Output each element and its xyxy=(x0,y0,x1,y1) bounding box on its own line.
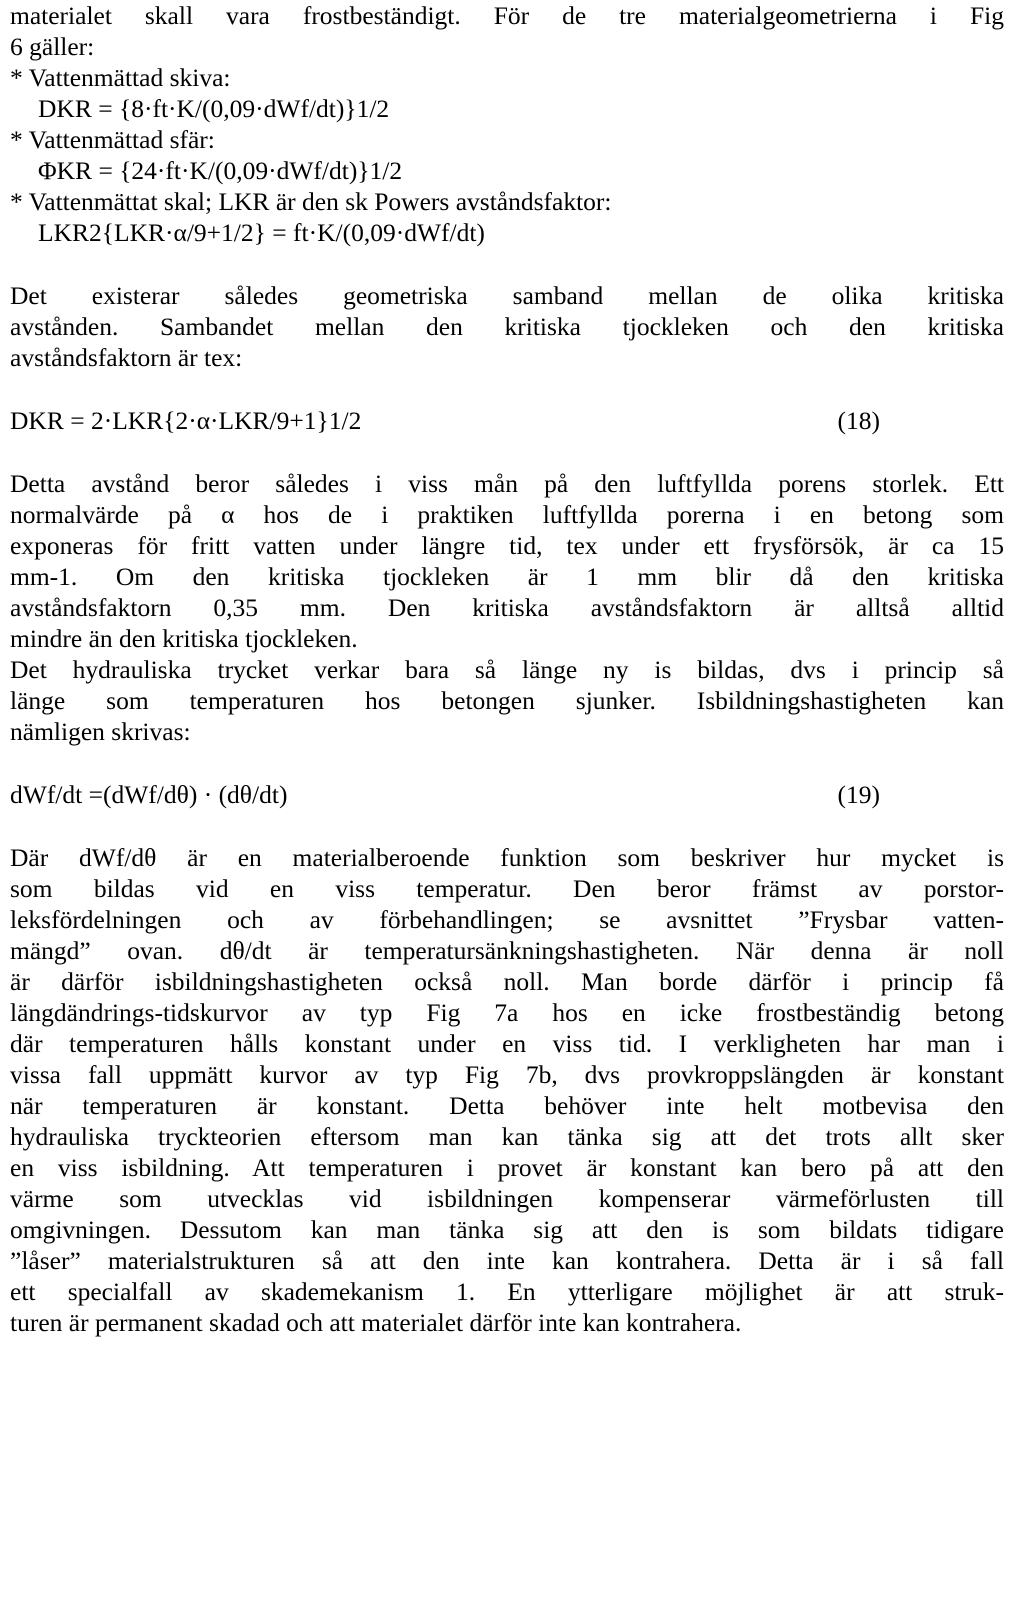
text-line: länge som temperaturen hos betongen sjunker. Isbildningshastigheten kan xyxy=(10,686,1004,715)
text-line: mm-1. Om den kritiska tjockleken är 1 mm blir då den kritiska xyxy=(10,562,1004,591)
text-line: exponeras för fritt vatten under längre tid, tex under ett frysförsök, är ca 15 xyxy=(10,531,1004,560)
formula-shell: LKR2{LKR·α/9+1/2} = ft·K/(0,09·dWf/dt) xyxy=(38,218,485,247)
bullet-sphere: * Vattenmättad sfär: xyxy=(10,125,215,154)
text-line: normalvärde på α hos de i praktiken luftfyllda porerna i en betong som xyxy=(10,500,1004,529)
paragraph-dar xyxy=(10,842,1004,1338)
text-line: 6 gäller: xyxy=(10,32,95,61)
text-line: en viss isbildning. Att temperaturen i provet är konstant kan bero på att den xyxy=(10,1153,1004,1182)
paragraph-detta xyxy=(10,468,1004,747)
text-line: nämligen skrivas: xyxy=(10,717,191,746)
paragraph-geometric xyxy=(10,280,1004,373)
equation-19-number: (19) xyxy=(837,780,880,809)
intro-block xyxy=(10,0,1004,248)
equation-19-formula: dWf/dt =(dWf/dθ) · (dθ/dt) xyxy=(10,780,288,809)
text-line: Det existerar således geometriska samband mellan de olika kritiska xyxy=(10,281,1004,310)
text-line: turen är permanent skadad och att materialet därför inte kan kontrahera. xyxy=(10,1308,742,1337)
text-line: där temperaturen hålls konstant under en viss tid. I verkligheten har man i xyxy=(10,1029,1004,1058)
text-line: när temperaturen är konstant. Detta behöver inte helt motbevisa den xyxy=(10,1091,1004,1120)
text-line: längdändrings-tidskurvor av typ Fig 7a hos en icke frostbeständig betong xyxy=(10,998,1004,1027)
equation-18-formula: DKR = 2·LKR{2·α·LKR/9+1}1/2 xyxy=(10,406,362,435)
equation-18 xyxy=(10,405,880,436)
text-line: avståndsfaktorn är tex: xyxy=(10,343,243,372)
text-line: värme som utvecklas vid isbildningen kompenserar värmeförlusten till xyxy=(10,1184,1004,1213)
text-line: hydrauliska tryckteorien eftersom man kan tänka sig att det trots allt sker xyxy=(10,1122,1004,1151)
text-line: mindre än den kritiska tjockleken. xyxy=(10,624,358,653)
equation-18-number: (18) xyxy=(837,406,880,435)
text-line: omgivningen. Dessutom kan man tänka sig att den is som bildats tidigare xyxy=(10,1215,1004,1244)
text-line: ”låser” materialstrukturen så att den inte kan kontrahera. Detta är i så fall xyxy=(10,1246,1004,1275)
formula-slab: DKR = {8·ft·K/(0,09·dWf/dt)}1/2 xyxy=(38,94,390,123)
text-line: Det hydrauliska trycket verkar bara så länge ny is bildas, dvs i princip så xyxy=(10,655,1004,684)
text-line: vissa fall uppmätt kurvor av typ Fig 7b, dvs provkroppslängden är konstant xyxy=(10,1060,1004,1089)
bullet-shell: * Vattenmättat skal; LKR är den sk Powers avståndsfaktor: xyxy=(10,187,612,216)
text-line: leksfördelningen och av förbehandlingen; se avsnittet ”Frysbar vatten- xyxy=(10,905,1004,934)
bullet-slab: * Vattenmättad skiva: xyxy=(10,63,231,92)
text-line: Där dWf/dθ är en materialberoende funktion som beskriver hur mycket is xyxy=(10,843,1004,872)
formula-sphere: ΦKR = {24·ft·K/(0,09·dWf/dt)}1/2 xyxy=(38,156,403,185)
text-line: som bildas vid en viss temperatur. Den beror främst av porstor- xyxy=(10,874,1004,903)
text-line: avståndsfaktorn 0,35 mm. Den kritiska avståndsfaktorn är alltså alltid xyxy=(10,593,1004,622)
text-line: ett specialfall av skademekanism 1. En ytterligare möjlighet är att struk- xyxy=(10,1277,1004,1306)
text-line: mängd” ovan. dθ/dt är temperatursänkningshastigheten. När denna är noll xyxy=(10,936,1004,965)
text-line: avstånden. Sambandet mellan den kritiska tjockleken och den kritiska xyxy=(10,312,1004,341)
text-line: Detta avstånd beror således i viss mån på den luftfyllda porens storlek. Ett xyxy=(10,469,1004,498)
text-line: materialet skall vara frostbeständigt. För de tre materialgeometrierna i Fig xyxy=(10,1,1004,30)
text-line: är därför isbildningshastigheten också noll. Man borde därför i princip få xyxy=(10,967,1004,996)
equation-19 xyxy=(10,779,880,810)
